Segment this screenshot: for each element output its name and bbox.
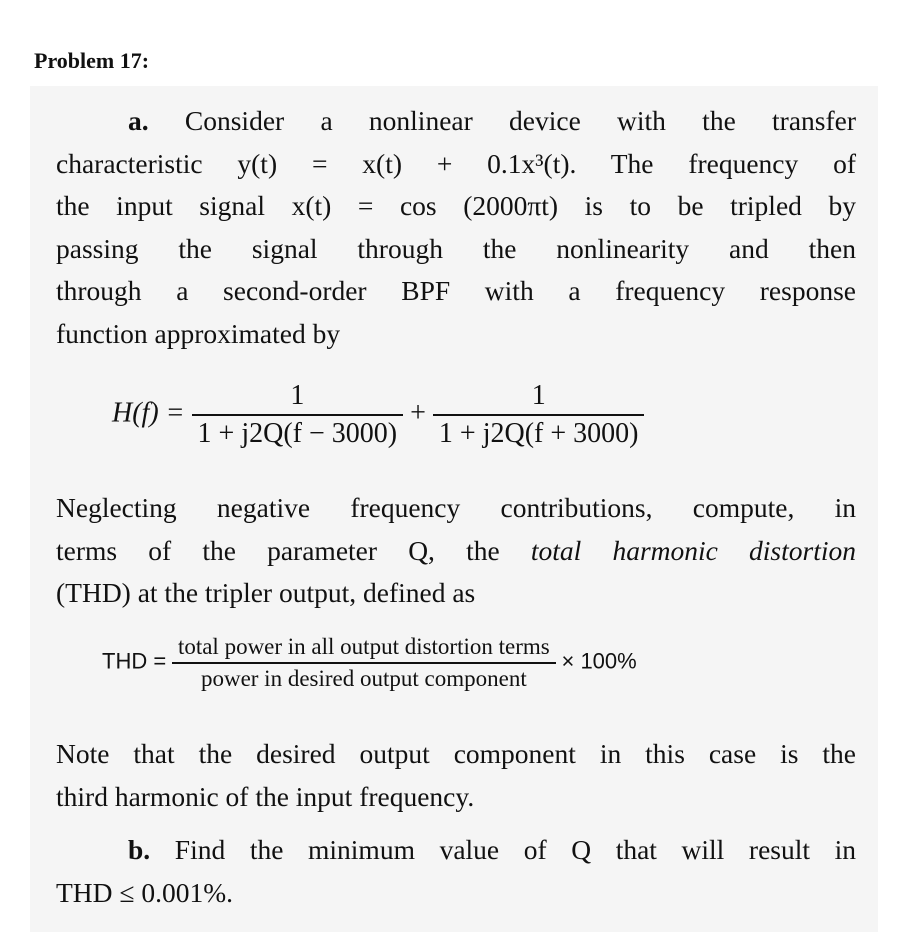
- part-b-line-1-text: Find the minimum value of Q that will result in: [174, 834, 857, 865]
- part-b-line-1: [56, 829, 856, 872]
- eq-thd-times-percent: × 100%: [561, 648, 637, 674]
- part-a-label: a.: [128, 105, 149, 136]
- eq-h-frac1-denominator: 1 + j2Q(f − 3000): [192, 414, 404, 450]
- para3-line-1: Note that the desired output component in this case is the: [56, 738, 856, 769]
- part-a-line-4: passing the signal through the nonlinearity and then: [56, 232, 856, 264]
- thd-definition-paragraph: [56, 487, 856, 615]
- eq-h-frac1-numerator: 1: [290, 380, 305, 411]
- para2-line-1: Neglecting negative frequency contributions, compute, in: [56, 492, 856, 523]
- part-a-line-5: through a second-order BPF with a frequency response: [56, 275, 856, 306]
- eq-thd-lhs: THD =: [102, 648, 167, 674]
- eq-h-lhs: H(f) =: [112, 397, 185, 429]
- part-b-paragraph: [56, 829, 856, 914]
- transfer-function-equation: [112, 380, 644, 450]
- para2-line-2-text: terms of the parameter Q, the: [56, 534, 531, 566]
- part-a-line-1-text: Consider a nonlinear device with the transfer: [184, 105, 857, 136]
- part-a-line-1: [56, 100, 856, 143]
- eq-thd-fraction: [172, 634, 556, 692]
- eq-h-frac2-numerator: 1: [531, 380, 546, 411]
- eq-thd-numerator: total power in all output distortion terms: [177, 634, 550, 659]
- thd-equation: [102, 634, 637, 692]
- part-a-line-6: function approximated by: [56, 317, 341, 349]
- note-paragraph: [56, 733, 856, 818]
- part-a-line-2: characteristic y(t) = x(t) + 0.1x³(t). The frequency of: [56, 147, 856, 179]
- para2-line-2: [56, 530, 856, 573]
- eq-h-fraction-2: [433, 380, 645, 450]
- eq-h-plus: +: [410, 397, 426, 429]
- para2-line-3: (THD) at the tripler output, defined as: [56, 577, 476, 608]
- para3-line-2: third harmonic of the input frequency.: [56, 780, 475, 812]
- part-a-line-3: the input signal x(t) = cos (2000πt) is to be tripled by: [56, 190, 856, 221]
- eq-thd-denominator: power in desired output component: [172, 662, 556, 692]
- eq-h-frac2-denominator: 1 + j2Q(f + 3000): [433, 414, 645, 450]
- problem-title: Problem 17:: [34, 48, 150, 73]
- eq-h-fraction-1: [192, 380, 404, 450]
- part-b-line-2: THD ≤ 0.001%.: [56, 876, 234, 908]
- thd-term-emphasis: total harmonic distortion: [530, 534, 856, 566]
- part-a-paragraph: [56, 100, 856, 355]
- part-b-label: b.: [128, 834, 151, 865]
